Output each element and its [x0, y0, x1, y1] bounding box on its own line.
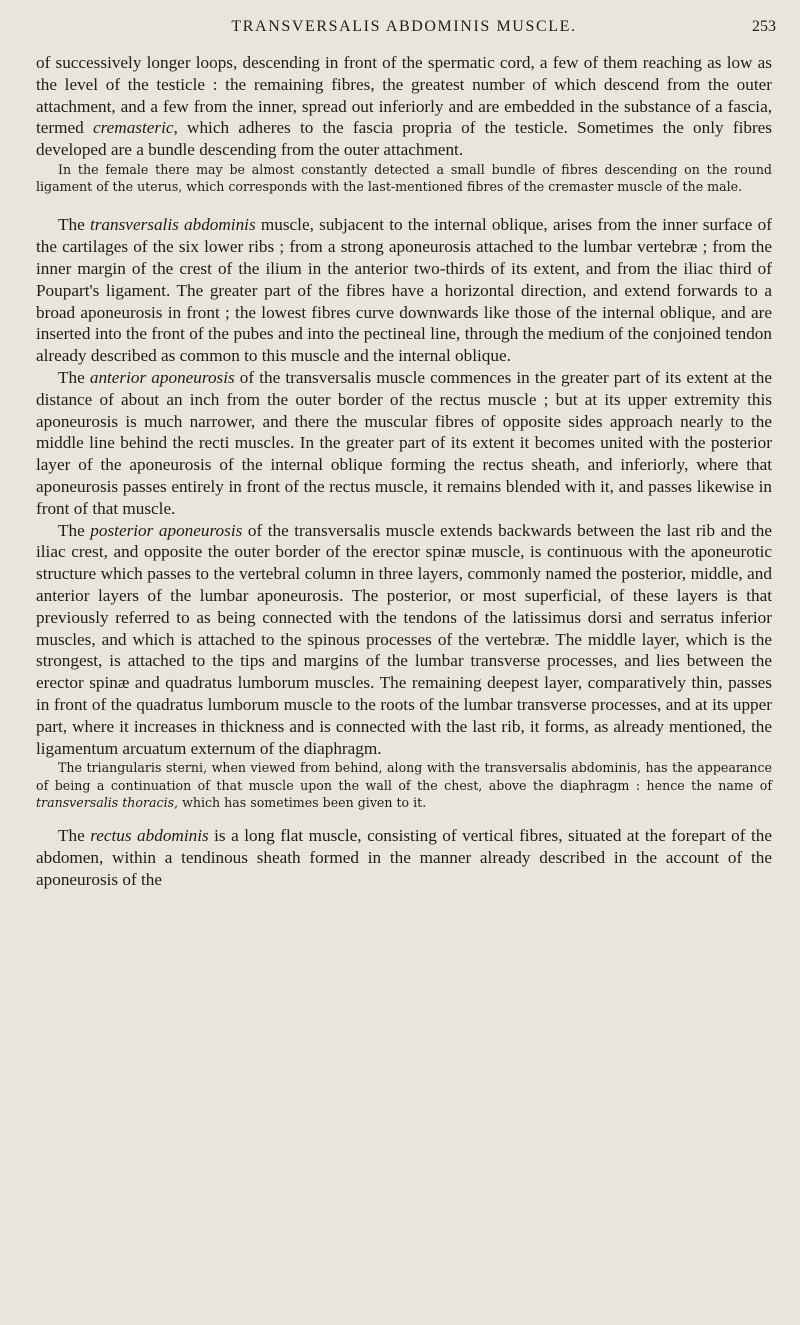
page-number: 253 [752, 18, 776, 35]
section-gap [36, 811, 772, 825]
paragraph-triangularis-note [36, 759, 772, 811]
running-title: TRANSVERSALIS ABDOMINIS MUSCLE. [231, 18, 577, 35]
italic-term: cremasteric [92, 118, 174, 138]
paragraph-female-note: In the female there may be almost constantly detected a small bundle of fibres descending on the round ligament of the uterus, which corresponds with the last-mentioned fibres of the cremaster muscle of the male. [36, 161, 772, 195]
paragraph-text: The triangularis sterni, when viewed from behind, along with the transversalis abdominis, has the appearance of being a continuation of that muscle upon the wall of the chest, above the diaphragm : hence the name of [36, 760, 772, 793]
italic-term: posterior aponeurosis [90, 520, 243, 540]
paragraph-text: muscle, subjacent to the internal oblique, arises from the inner surface of the cartilages of the six lower ribs ; from a strong aponeurosis attached to the lumbar vertebræ ; from the inner margin of the crest of the ilium in the anterior two-thirds of its extent, and from the iliac third of Poupart's ligament. The greater part of the fibres have a horizontal direction, and extend forwards to a broad aponeurosis in front ; the lowest fibres curve downwards like those of the internal oblique, and are inserted into the front of the pubes and into the pectineal line, through the medium of the conjoined tendon already described as common to this muscle and the internal oblique. [36, 215, 772, 366]
italic-term: anterior aponeurosis [89, 367, 235, 387]
paragraph-text: of the transversalis muscle extends backwards between the last rib and the iliac crest, and opposite the outer border of the erector spinæ muscle, is continuous with the aponeurotic structure which passes to the vertebral column in three layers, commonly named the posterior, middle, and anterior layers of the lumbar aponeurosis. The posterior, or most superficial, of these layers is that previously referred to as being connected with the tendons of the latissimus dorsi and serratus inferior muscles, and which is attached to the spinous processes of the vertebræ. The middle layer, which is the strongest, is attached to the tips and margins of the lumbar transverse processes, and lies between the erector spinæ and quadratus lumborum muscles. The remaining deepest layer, comparatively thin, passes in front of the quadratus lumborum muscle to the roots of the lumbar transverse processes, and at its upper part, where it increases in thickness and is connected with the last rib, it forms, as already mentioned, the ligamentum arcuatum externum of the diaphragm. [36, 520, 772, 758]
paragraph-rectus-abdominis [36, 825, 772, 890]
italic-term: transversalis abdominis [89, 215, 256, 235]
paragraph-text: of the transversalis muscle commences in the greater part of its extent at the distance of about an inch from the outer border of the rectus muscle ; but at its upper extremity this aponeurosis is much narrower, and there the muscular fibres of opposite sides approach nearly to the middle line behind the recti muscles. In the greater part of its extent it becomes united with the posterior layer of the aponeurosis of the internal oblique forming the rectus sheath, and inferiorly, where that aponeurosis passes entirely in front of the rectus muscle, it remains blended with it, and passes likewise in front of that muscle. [36, 367, 772, 518]
paragraph-text: The [58, 825, 91, 845]
paragraph-text: , which adheres to the fascia propria of the testicle. Sometimes the only fibres developed are a bundle descending from the outer attachment. [36, 118, 772, 160]
paragraph-transversalis-origin [36, 214, 772, 367]
paragraph-text: is a long flat muscle, consisting of vertical fibres, situated at the forepart of the abdomen, within a tendinous sheath formed in the manner already described in the account of the aponeurosis of the [36, 825, 772, 889]
italic-term: rectus abdominis [90, 825, 209, 845]
paragraph-text: The [58, 367, 90, 387]
paragraph-cremaster-loops [36, 52, 772, 161]
paragraph-anterior-aponeurosis [36, 367, 772, 520]
paragraph-text: The [58, 215, 90, 235]
paragraph-posterior-aponeurosis [36, 520, 772, 760]
paragraph-text: The [58, 520, 91, 540]
paragraph-text: , which has sometimes been given to it. [174, 794, 427, 810]
paragraph-text: of successively longer loops, descending in front of the spermatic cord, a few of them reaching as low as the level of the testicle : the remaining fibres, the greatest number of which descend from the outer attachment, and a few from the inner, spread out inferiorly and are embedded in the substance of a fascia, termed [36, 53, 772, 138]
italic-term: transversalis thoracis [36, 794, 175, 810]
section-gap [36, 195, 772, 214]
running-head [36, 10, 776, 52]
